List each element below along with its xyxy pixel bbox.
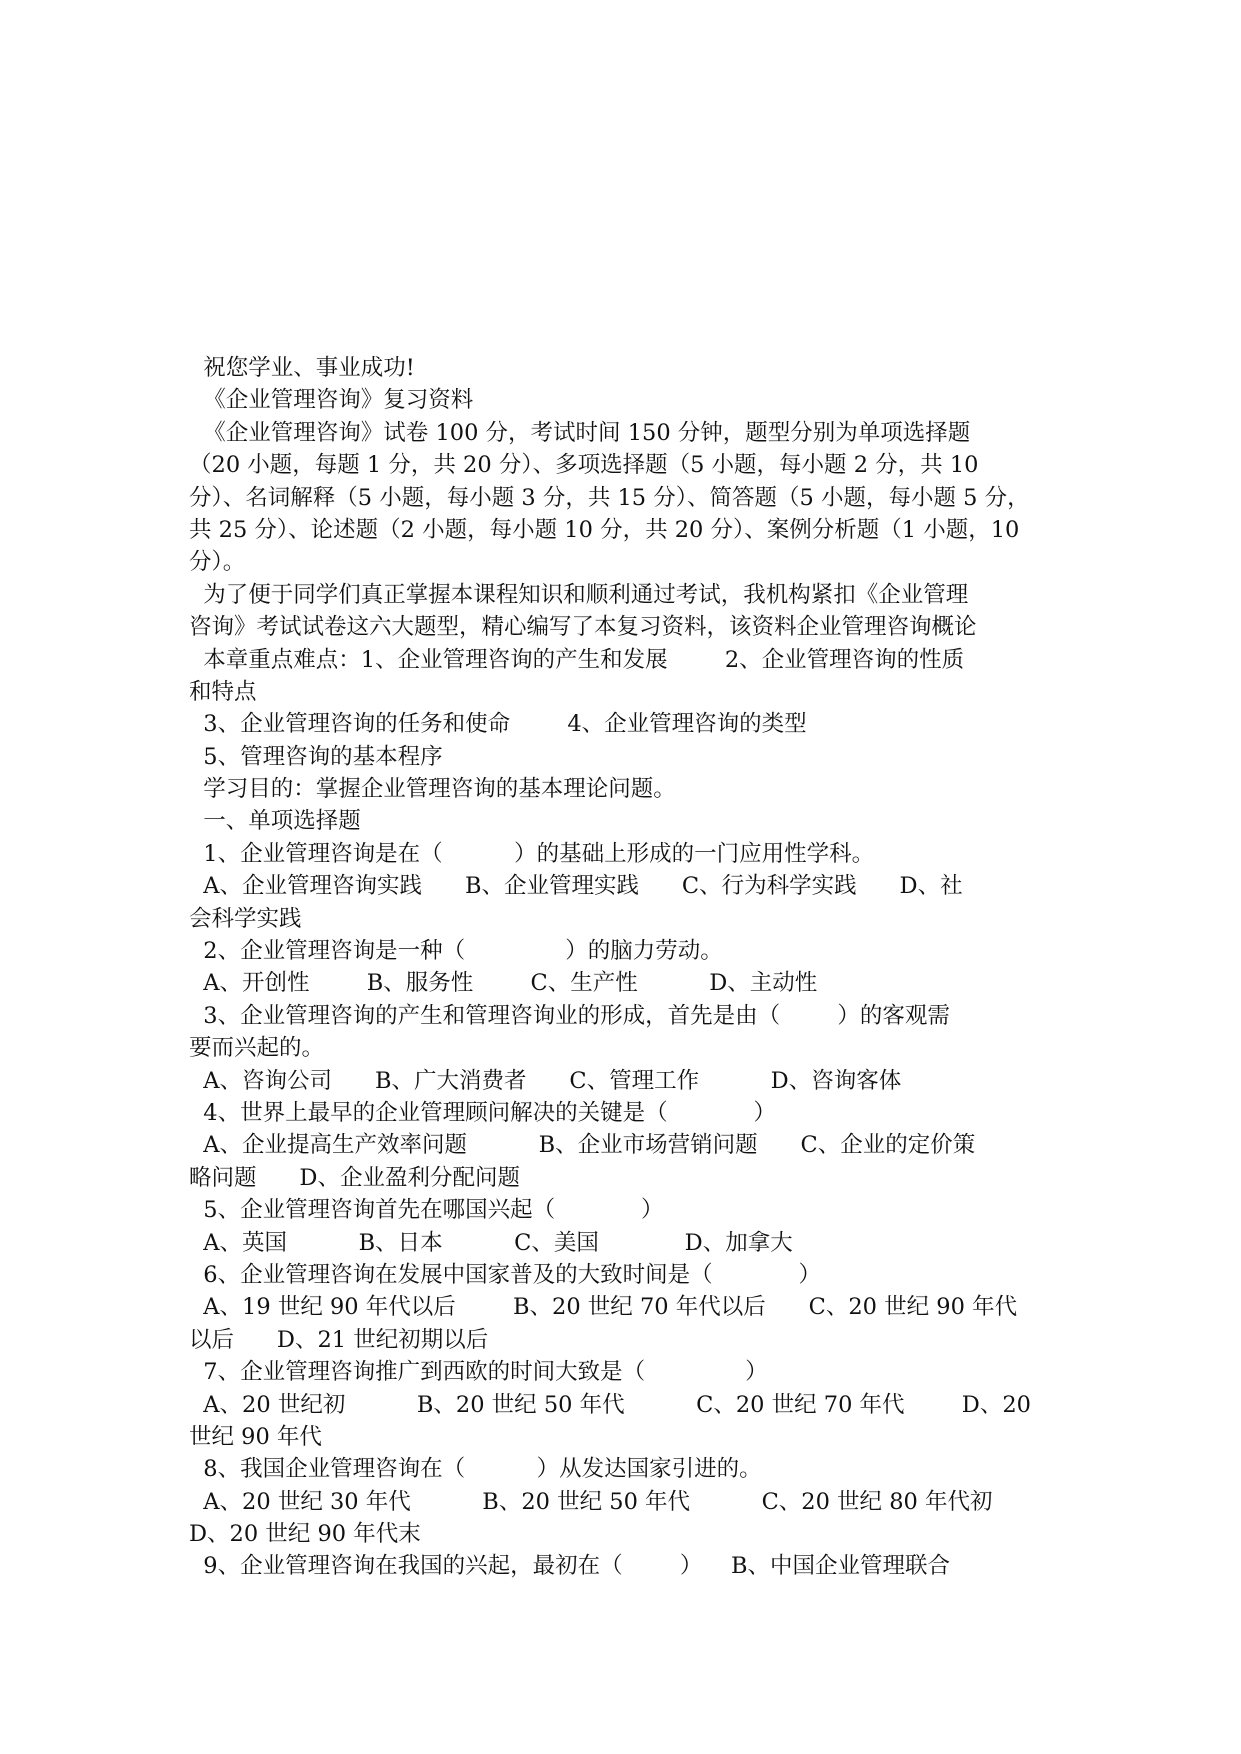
question-5: 5、企业管理咨询首先在哪国兴起（ ） — [189, 1197, 664, 1224]
question-1: 1、企业管理咨询是在（ ）的基础上形成的一门应用性学科。 — [189, 840, 875, 867]
question-7: 7、企业管理咨询推广到西欧的时间大致是（ ） — [189, 1359, 768, 1386]
purpose-line-1: 为了便于同学们真正掌握本课程知识和顺利通过考试，我机构紧扣《企业管理 — [189, 581, 969, 608]
question-3: 3、企业管理咨询的产生和管理咨询业的形成，首先是由（ ）的客观需 — [189, 1002, 950, 1029]
question-6-options: A、19 世纪 90 年代以后 B、20 世纪 70 年代以后 C、20 世纪 90 年代 — [189, 1294, 1018, 1321]
question-3-options: A、咨询公司 B、广大消费者 C、管理工作 D、咨询客体 — [189, 1067, 902, 1094]
purpose-line-2: 咨询》考试试卷这六大题型，精心编写了本复习资料，该资料企业管理咨询概论 — [189, 614, 977, 641]
question-5-options: A、英国 B、日本 C、美国 D、加拿大 — [189, 1229, 793, 1256]
question-2-options: A、开创性 B、服务性 C、生产性 D、主动性 — [189, 970, 818, 997]
key-points-line-4: 5、管理咨询的基本程序 — [189, 743, 443, 770]
key-points-line-2: 和特点 — [189, 678, 257, 705]
question-2: 2、企业管理咨询是一种（ ）的脑力劳动。 — [189, 938, 723, 965]
question-6-options-cont: 以后 D、21 世纪初期以后 — [189, 1326, 489, 1353]
question-4-options: A、企业提高生产效率问题 B、企业市场营销问题 C、企业的定价策 — [189, 1132, 976, 1159]
exam-intro-line-1: 《企业管理咨询》试卷 100 分，考试时间 150 分钟，题型分别为单项选择题 — [189, 419, 971, 446]
exam-intro-line-5: 分）。 — [189, 549, 246, 576]
exam-intro-line-3: 分）、名词解释（5 小题，每小题 3 分，共 15 分）、简答题（5 小题，每小题 5 分， — [189, 484, 1030, 511]
question-3-cont: 要而兴起的。 — [189, 1035, 325, 1062]
document-title: 《企业管理咨询》复习资料 — [189, 387, 474, 414]
greeting-line: 祝您学业、事业成功! — [189, 355, 415, 381]
question-8-options: A、20 世纪 30 年代 B、20 世纪 50 年代 C、20 世纪 80 年代初 — [189, 1488, 993, 1515]
section-heading-single-choice: 一、单项选择题 — [189, 808, 361, 835]
question-7-options-cont: 世纪 90 年代 — [189, 1423, 322, 1450]
question-6: 6、企业管理咨询在发展中国家普及的大致时间是（ ） — [189, 1261, 821, 1288]
question-1-options: A、企业管理咨询实践 B、企业管理实践 C、行为科学实践 D、社 — [189, 873, 963, 900]
document-body — [189, 352, 1059, 1583]
question-8-options-cont: D、20 世纪 90 年代末 — [189, 1521, 421, 1548]
question-8: 8、我国企业管理咨询在（ ）从发达国家引进的。 — [189, 1456, 762, 1483]
key-points-line-1: 本章重点难点：1、企业管理咨询的产生和发展 2、企业管理咨询的性质 — [189, 646, 965, 673]
question-4-options-cont: 略问题 D、企业盈利分配问题 — [189, 1164, 520, 1191]
question-9: 9、企业管理咨询在我国的兴起，最初在（ ） B、中国企业管理联合 — [189, 1553, 950, 1580]
exam-intro-line-4: 共 25 分）、论述题（2 小题，每小题 10 分，共 20 分）、案例分析题（1 小题，10 — [189, 516, 1020, 543]
exam-intro-line-2: （20 小题，每题 1 分，共 20 分）、多项选择题（5 小题，每小题 2 分，共 10 — [189, 452, 979, 479]
learning-objective: 学习目的：掌握企业管理咨询的基本理论问题。 — [189, 776, 676, 803]
question-7-options: A、20 世纪初 B、20 世纪 50 年代 C、20 世纪 70 年代 D、20 — [189, 1391, 1031, 1418]
question-4: 4、世界上最早的企业管理顾问解决的关键是（ ） — [189, 1099, 776, 1126]
key-points-line-3: 3、企业管理咨询的任务和使命 4、企业管理咨询的类型 — [189, 711, 807, 738]
question-1-options-cont: 会科学实践 — [189, 905, 302, 932]
